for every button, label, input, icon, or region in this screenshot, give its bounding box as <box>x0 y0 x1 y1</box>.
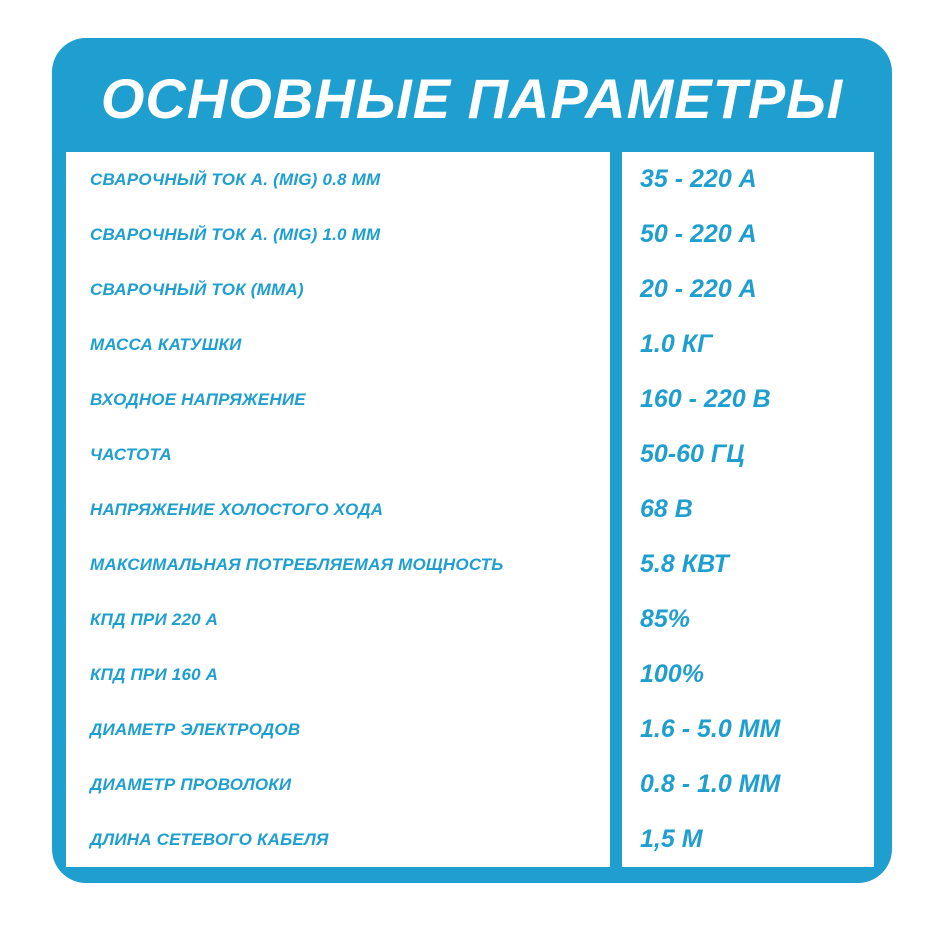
parameter-label: КПД ПРИ 160 А <box>66 647 610 702</box>
parameter-value: 35 - 220 А <box>622 152 874 207</box>
parameter-value: 68 В <box>622 482 874 537</box>
table-row <box>66 482 874 537</box>
parameter-label: МАКСИМАЛЬНАЯ ПОТРЕБЛЯЕМАЯ МОЩНОСТЬ <box>66 537 610 592</box>
parameter-label: КПД ПРИ 220 А <box>66 592 610 647</box>
parameter-value: 5.8 КВТ <box>622 537 874 592</box>
table-row <box>66 317 874 372</box>
parameter-label: ДИАМЕТР ЭЛЕКТРОДОВ <box>66 702 610 757</box>
parameter-label: СВАРОЧНЫЙ ТОК (ММА) <box>66 262 610 317</box>
table-row <box>66 757 874 812</box>
parameter-value: 50 - 220 А <box>622 207 874 262</box>
table-row <box>66 152 874 207</box>
table-row <box>66 372 874 427</box>
parameter-value: 0.8 - 1.0 ММ <box>622 757 874 812</box>
table-row <box>66 262 874 317</box>
table-row <box>66 647 874 702</box>
page-title: ОСНОВНЫЕ ПАРАМЕТРЫ <box>100 67 844 130</box>
table-row <box>66 537 874 592</box>
table-row <box>66 702 874 757</box>
parameter-label: НАПРЯЖЕНИЕ ХОЛОСТОГО ХОДА <box>66 482 610 537</box>
parameter-label: МАССА КАТУШКИ <box>66 317 610 372</box>
table-row <box>66 207 874 262</box>
parameter-label: СВАРОЧНЫЙ ТОК А. (MIG) 1.0 ММ <box>66 207 610 262</box>
parameter-label: ЧАСТОТА <box>66 427 610 482</box>
table-row <box>66 427 874 482</box>
parameter-value: 160 - 220 В <box>622 372 874 427</box>
parameter-value: 1,5 М <box>622 812 874 867</box>
parameter-label: ДЛИНА СЕТЕВОГО КАБЕЛЯ <box>66 812 610 867</box>
parameter-value: 50-60 ГЦ <box>622 427 874 482</box>
parameters-card <box>52 38 892 883</box>
table-row <box>66 812 874 867</box>
parameter-label: ВХОДНОЕ НАПРЯЖЕНИЕ <box>66 372 610 427</box>
parameter-value: 1.0 КГ <box>622 317 874 372</box>
parameter-value: 100% <box>622 647 874 702</box>
parameter-label: ДИАМЕТР ПРОВОЛОКИ <box>66 757 610 812</box>
parameter-value: 20 - 220 А <box>622 262 874 317</box>
parameter-value: 85% <box>622 592 874 647</box>
parameter-label: СВАРОЧНЫЙ ТОК А. (MIG) 0.8 ММ <box>66 152 610 207</box>
parameter-value: 1.6 - 5.0 ММ <box>622 702 874 757</box>
table-row <box>66 592 874 647</box>
